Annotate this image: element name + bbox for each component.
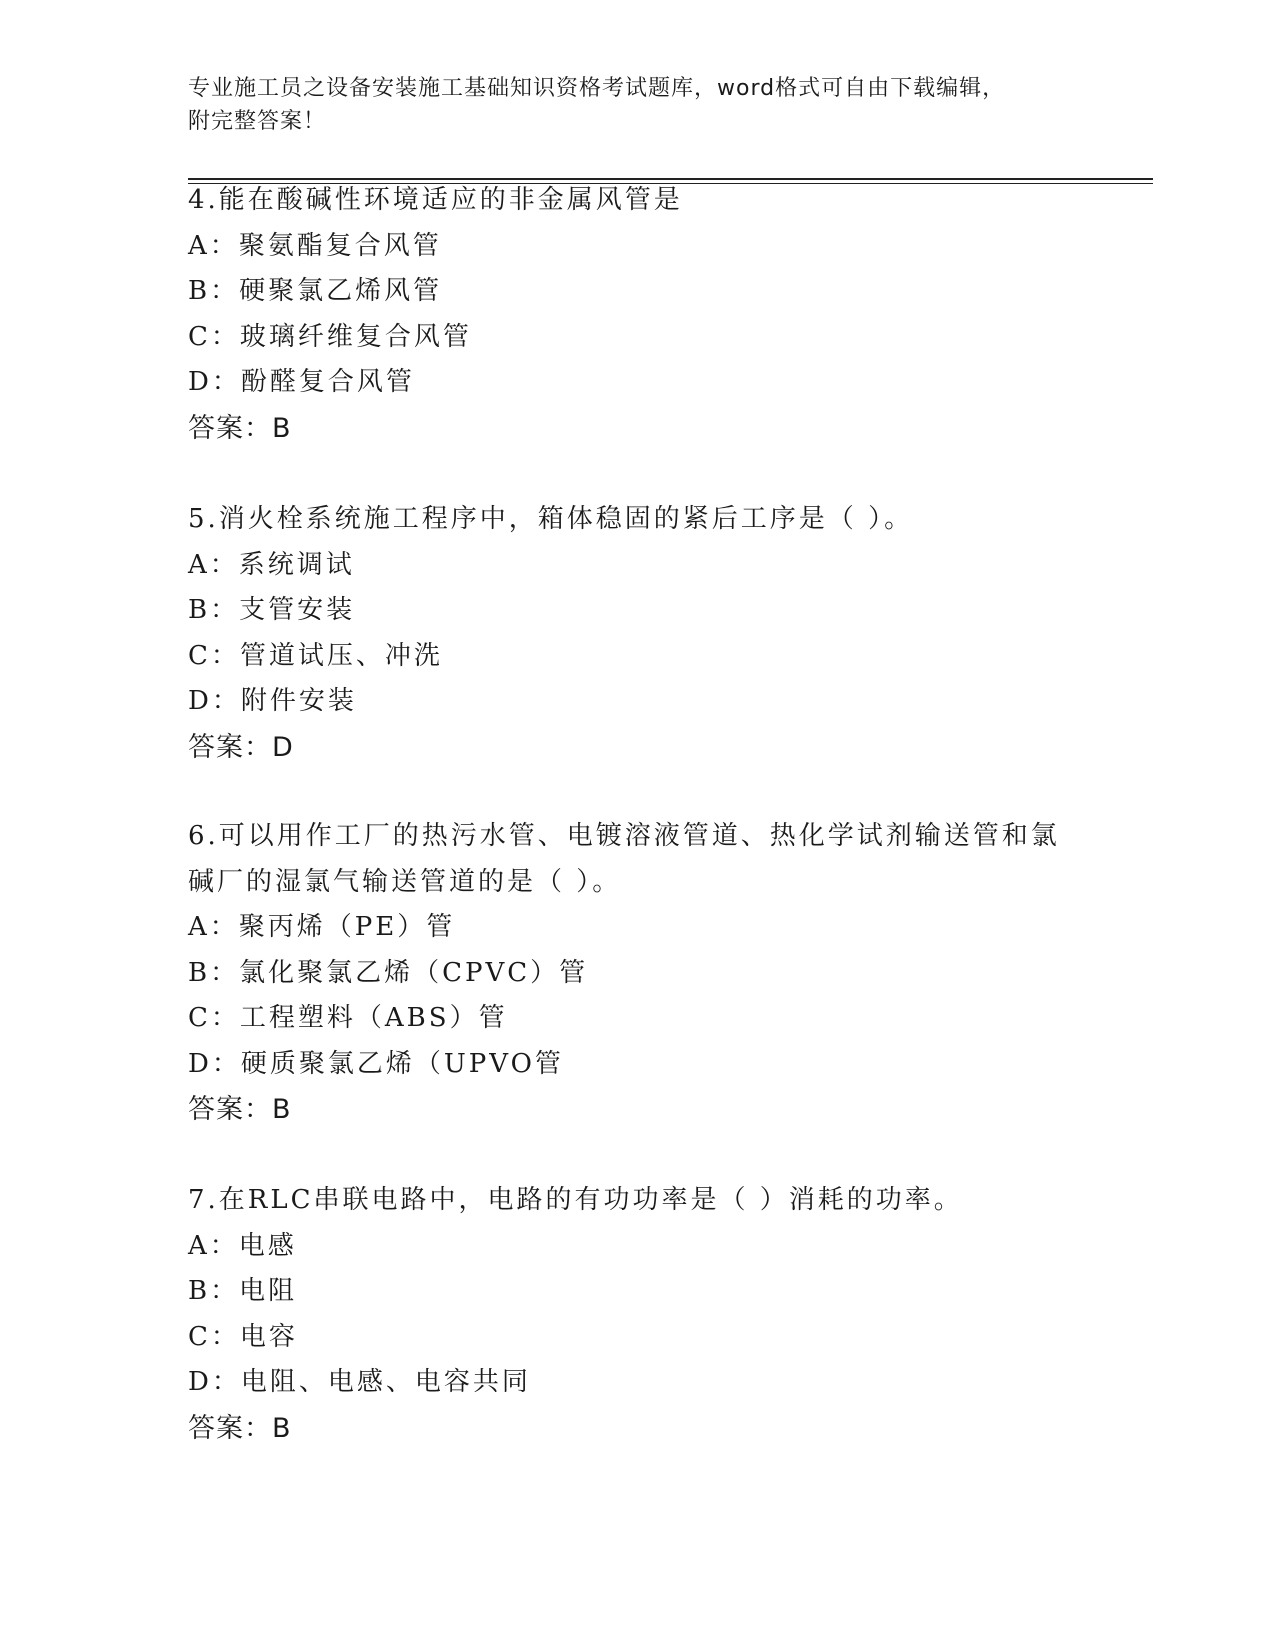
option-c: C：工程塑料（ABS）管 — [188, 1003, 508, 1033]
question-stem: 4.能在酸碱性环境适应的非金属风管是 — [188, 185, 683, 215]
option-b: B：支管安装 — [188, 595, 356, 625]
answer-line: 答案：D — [188, 731, 294, 763]
answer-line: 答案：B — [188, 1094, 292, 1125]
answer-line: 答案：B — [188, 1412, 292, 1444]
document-header — [188, 72, 1088, 138]
option-c: C：电容 — [188, 1321, 298, 1352]
option-c: C：玻璃纤维复合风管 — [188, 321, 472, 352]
header-line-1: 专业施工员之设备安装施工基础知识资格考试题库，word格式可自由下载编辑， — [188, 76, 1006, 101]
option-d: D：硬质聚氯乙烯（UPVO管 — [188, 1048, 564, 1079]
question-6 — [188, 814, 1060, 1133]
option-b: B：氯化聚氯乙烯（CPVC）管 — [188, 957, 589, 988]
option-d: D：附件安装 — [188, 686, 357, 716]
question-stem-line-2: 碱厂的湿氯气输送管道的是（ ）。 — [188, 866, 622, 897]
answer-line: 答案：B — [188, 412, 292, 444]
option-d: D：酚醛复合风管 — [188, 367, 415, 397]
option-a: A：聚氨酯复合风管 — [188, 230, 442, 261]
option-a: A：电感 — [188, 1230, 297, 1261]
question-7 — [188, 1178, 963, 1451]
option-a: A：系统调试 — [188, 549, 355, 580]
option-c: C：管道试压、冲洗 — [188, 640, 443, 671]
question-5 — [188, 497, 913, 770]
option-a: A：聚丙烯（PE）管 — [188, 912, 456, 942]
question-4 — [188, 178, 683, 451]
header-line-2: 附完整答案！ — [188, 109, 327, 134]
option-b: B：电阻 — [188, 1276, 298, 1306]
question-stem: 7.在RLC串联电路中，电路的有功功率是（ ）消耗的功率。 — [188, 1185, 963, 1215]
option-d: D：电阻、电感、电容共同 — [188, 1367, 531, 1397]
question-stem-line-1: 6.可以用作工厂的热污水管、电镀溶液管道、热化学试剂输送管和氯 — [188, 821, 1060, 851]
question-stem: 5.消火栓系统施工程序中，箱体稳固的紧后工序是（ ）。 — [188, 504, 914, 534]
option-b: B：硬聚氯乙烯风管 — [188, 276, 443, 306]
